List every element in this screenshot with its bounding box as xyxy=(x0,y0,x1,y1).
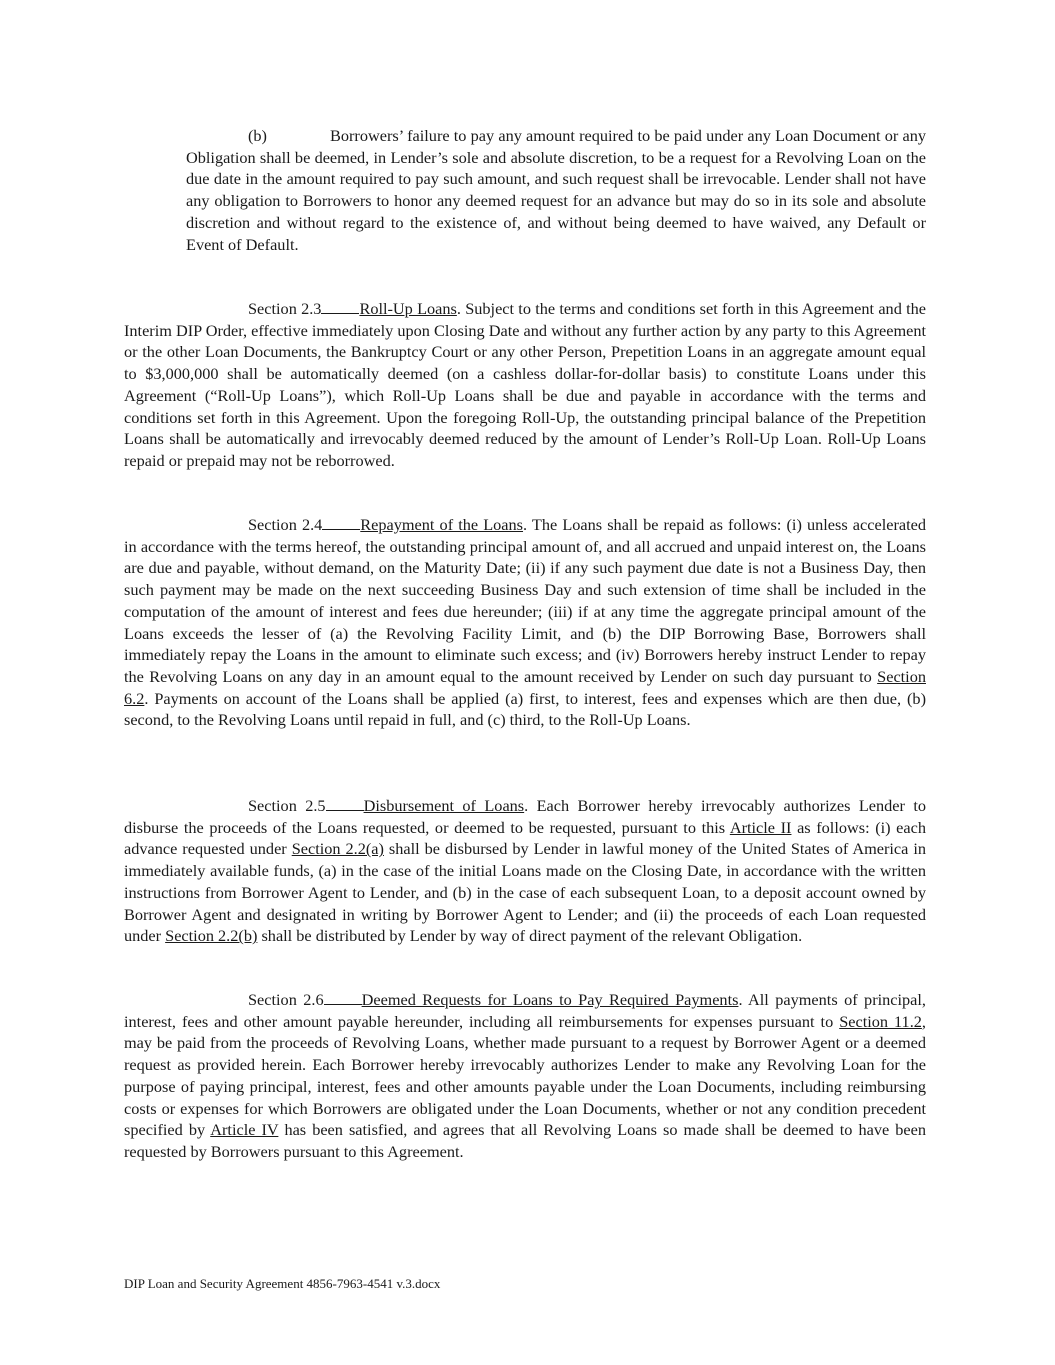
section-2-4-number: Section 2.4 xyxy=(248,515,323,534)
section-2-5-heading: Disbursement of Loans xyxy=(363,796,525,815)
section-2-6-ref-2: Article IV xyxy=(210,1120,279,1140)
section-2-3-heading: Roll-Up Loans xyxy=(359,299,457,318)
section-tab-underline xyxy=(326,795,364,811)
section-2-6-text-2: , may be paid from the proceeds of Revolving Loans, whether made pursuant to a request by Borrower Agent or a deemed request as provided herein. Each Borrower hereby irrevocably authorizes Lender to make any Revolving Loan for the purpose of paying principal, interest, fees and other amounts payable under the Loan Documents, including reimbursing costs or expenses for which Borrowers are obligated under the Loan Documents, whether or not any condition precedent specified by xyxy=(124,1011,926,1140)
section-2-6-heading: Deemed Requests for Loans to Pay Required Payments xyxy=(361,990,739,1009)
section-2-5-ref-3: Section 2.2(b) xyxy=(165,926,258,946)
section-2-3-text: . Subject to the terms and conditions set forth in this Agreement and the Interim DIP Order, effective immediately upon Closing Date and without any further action by any party to this Agreement or the other Loan Documents, the Bankruptcy Court or any other Person, Prepetition Loans in an aggregate amount equal to $3,000,000 shall be automatically deemed (on a cashless dollar-for-dollar basis) to constitute Loans under this Agreement (“Roll-Up Loans”), which Roll-Up Loans shall be due and payable in accordance with the terms and conditions set forth in this Agreement. Upon the foregoing Roll-Up, the outstanding principal balance of the Prepetition Loans shall be automatically and irrevocably deemed reduced by the amount of Lender’s Roll-Up Loan. Roll-Up Loans repaid or prepaid may not be reborrowed. xyxy=(124,299,926,470)
section-2-4-ref-1: Section 6.2 xyxy=(124,666,926,708)
section-2-5-text-1: . Each Borrower hereby irrevocably authorizes Lender to disburse the proceeds of the Loans requested, or deemed to be requested, pursuant to this xyxy=(124,796,926,837)
page-footer: DIP Loan and Security Agreement 4856-7963-4541 v.3.docx xyxy=(124,1276,441,1291)
section-2-4-text-1: . The Loans shall be repaid as follows: (i) unless accelerated in accordance with the terms hereof, the outstanding principal amount of, and all accrued and unpaid interest on, the Loans are due and payable, without demand, on the Maturity Date; (ii) if any such payment due date is not a Business Day, then such payment may be made on the next succeeding Business Day and such extension of time shall be included in the computation of the amount of interest and fees due hereunder; (iii) if at any time the aggregate principal amount of the Loans exceeds the lesser of (a) the Revolving Facility Limit, and (b) the DIP Borrowing Base, Borrowers shall immediately repay the Loans in the amount to eliminate such excess; and (iv) Borrowers hereby instruct Lender to repay the Revolving Loans on any day in an amount equal to the amount received by Lender on such day pursuant to xyxy=(124,515,926,686)
paragraph-b-text: Borrowers’ failure to pay any amount required to be paid under any Loan Document or any Obligation shall be deemed, in Lender’s sole and absolute discretion, to be a request for a Revolving Loan on the due date in the amount required to pay such amount, and such request shall be irrevocable. Lender shall not have any obligation to Borrowers to honor any deemed request for an advance but may do so in its sole and absolute discretion and without regard to the existence of, and without being deemed to have waived, any Default or Event of Default. xyxy=(186,126,926,254)
section-2-5-ref-2: Section 2.2(a) xyxy=(291,839,384,859)
section-2-4-text-2: . Payments on account of the Loans shall be applied (a) first, to interest, fees and expenses which are then due, (b) second, to the Revolving Loans until repaid in full, and (c) third, to the Roll-Up Loans. xyxy=(124,688,926,730)
section-2-3-number: Section 2.3 xyxy=(248,299,322,318)
section-2-6-text-1: . All payments of principal, interest, fees and other amount payable hereunder, including all reimbursements for expenses pursuant to xyxy=(124,990,926,1031)
section-2-5-ref-1: Article II xyxy=(729,817,792,837)
section-2-6 xyxy=(124,989,926,1163)
section-2-4 xyxy=(124,514,926,731)
section-tab-underline xyxy=(324,989,362,1005)
section-2-6-ref-1: Section 11.2 xyxy=(839,1011,922,1031)
section-2-5-text-3: shall be disbursed by Lender in lawful money of the United States of America in immediately available funds, (a) in the case of the initial Loans made on the Closing Date, in accordance with the written instructions from Borrower Agent to Lender, and (b) in the case of each subsequent Loan, to a deposit account owned by Borrower Agent and designated in writing by Borrower Agent to Lender; and (ii) the proceeds of each Loan requested under xyxy=(124,839,927,946)
paragraph-b xyxy=(186,125,926,255)
section-2-3 xyxy=(124,298,926,472)
section-2-5-text-2: as follows: (i) each advance requested under xyxy=(124,817,927,859)
section-2-4-heading: Repayment of the Loans xyxy=(360,515,524,534)
section-2-5 xyxy=(124,795,926,947)
section-2-6-text-3: has been satisfied, and agrees that all Revolving Loans so made shall be deemed to have been requested by Borrowers pursuant to this Agreement. xyxy=(124,1120,926,1161)
section-2-5-text-4: shall be distributed by Lender by way of direct payment of the relevant Obligation. xyxy=(257,926,803,946)
section-2-6-number: Section 2.6 xyxy=(248,990,324,1009)
paragraph-b-label: (b) xyxy=(248,126,267,145)
section-tab-underline xyxy=(321,298,359,314)
section-2-5-number: Section 2.5 xyxy=(248,796,326,815)
section-tab-underline xyxy=(322,514,360,530)
